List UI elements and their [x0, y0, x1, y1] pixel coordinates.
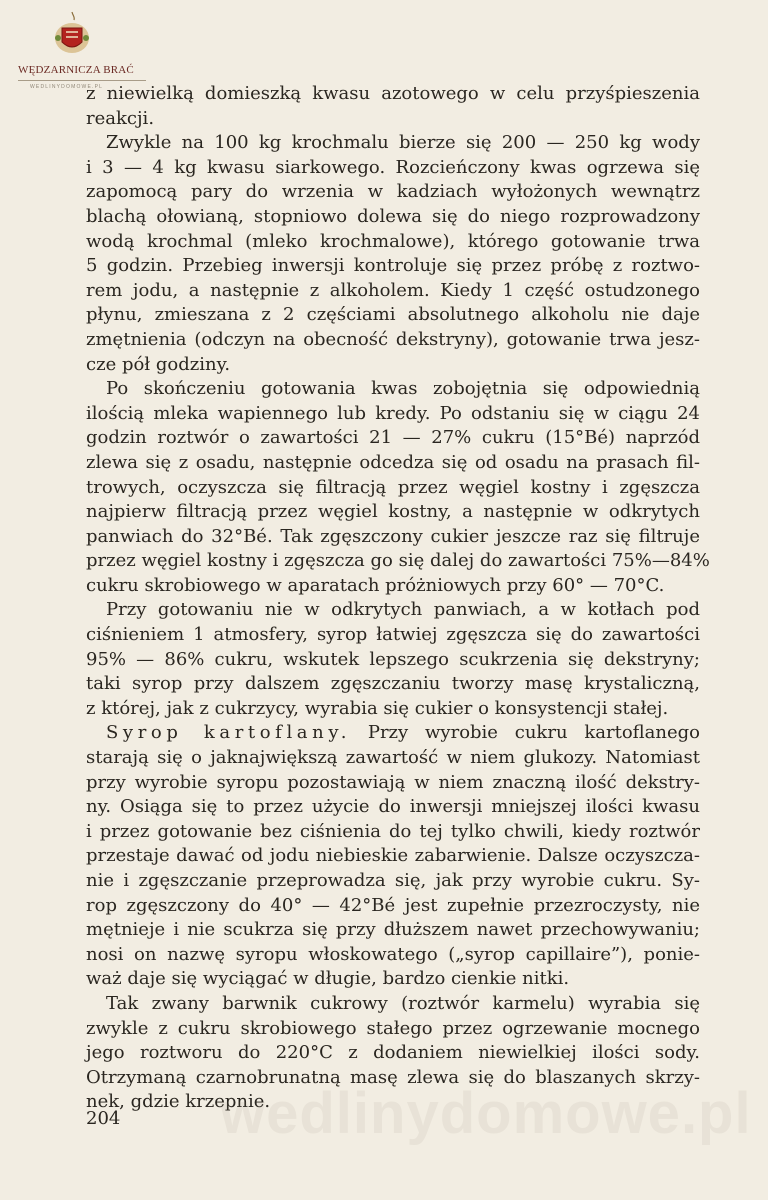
text-line: nie i zgęszczanie przeprowadza się, jak przy wyrobie cukru. Sy-: [86, 870, 700, 891]
text-line: zlewa się z osadu, następnie odcedza się od osadu na prasach fil-: [86, 451, 700, 473]
paragraph-start: [86, 721, 700, 746]
text-line: przestaje dawać od jodu niebieskie zabarwienie. Dalsze oczyszcza-: [86, 845, 700, 867]
text-line: ny. Osiąga się to przez użycie do inwersji mniejszej ilości kwasu: [86, 796, 700, 818]
text-line: wodą krochmal (mleko krochmalowe), którego gotowanie trwa: [86, 230, 700, 252]
text-line: rem jodu, a następnie z alkoholem. Kiedy 1 część ostudzonego: [86, 279, 700, 301]
text-line: z niewielką domieszką kwasu azotowego w celu przyśpieszenia: [86, 83, 700, 104]
text-line: i 3 — 4 kg kwasu siarkowego. Rozcieńczony kwas ogrzewa się: [86, 156, 700, 178]
coat-of-arms-icon: [52, 10, 92, 58]
paragraph-start: Przy gotowaniu nie w odkrytych panwiach, a w kotłach pod: [106, 599, 700, 621]
text-line: przy wyrobie syropu pozostawiają w niem znaczną ilość dekstry-: [86, 771, 700, 793]
page-number: 204: [86, 1108, 121, 1129]
text-line: z której, jak z cukrzycy, wyrabia się cukier o konsystencji stałej.: [86, 697, 669, 719]
text-line: przez węgiel kostny i zgęszcza go się dalej do zawartości 75%—84%: [86, 550, 710, 572]
text-line: ilością mleka wapiennego lub kredy. Po odstaniu się w ciągu 24: [86, 402, 700, 424]
text-line: ciśnieniem 1 atmosfery, syrop łatwiej zgęszcza się do zawartości: [86, 624, 700, 646]
text-line: cze pół godziny.: [86, 353, 231, 375]
page-body: [86, 82, 710, 1115]
text-line: godzin roztwór o zawartości 21 — 27% cukru (15°Bé) naprzód: [86, 427, 700, 449]
text-line: panwiach do 32°Bé. Tak zgęszczony cukier jeszcze raz się filtruje: [86, 525, 700, 547]
text-line: zmętnienia (odczyn na obecność dekstryny), gotowanie trwa jesz-: [86, 328, 700, 350]
text-line: 95% — 86% cukru, wskutek lepszego scukrzenia się dekstryny;: [86, 648, 700, 670]
text-line: i przez gotowanie bez ciśnienia do tej tylko chwili, kiedy roztwór: [86, 820, 700, 842]
text-line: cukru skrobiowego w aparatach próżniowych przy 60° — 70°C.: [86, 574, 665, 596]
brand-subtitle: WEDLINYDOMOWE.PL: [30, 84, 104, 90]
text-line: trowych, oczyszcza się filtracją przez węgiel kostny i zgęszcza: [86, 476, 700, 498]
text-line: 5 godzin. Przebieg inwersji kontroluje się przez próbę z roztwo-: [86, 255, 700, 277]
text-line: starają się o jaknajwiększą zawartość w niem glukozy. Natomiast: [86, 747, 700, 769]
brand-name: WĘDZARNICZA BRAĆ: [18, 64, 134, 76]
text-line: płynu, zmieszana z 2 częściami absolutnego alkoholu nie daje: [86, 304, 700, 326]
text-line: zapomocą pary do wrzenia w kadziach wyłożonych wewnątrz: [86, 181, 700, 203]
paragraph-start: Zwykle na 100 kg krochmalu bierze się 200 — 250 kg wody: [106, 132, 700, 154]
brand-divider: [18, 80, 146, 81]
text-line: nek, gdzie krzepnie.: [86, 1091, 271, 1113]
text-line: blachą ołowianą, stopniowo dolewa się do niego rozprowadzony: [86, 205, 700, 227]
text-line: taki syrop przy dalszem zgęszczaniu tworzy masę krystaliczną,: [86, 673, 700, 695]
watermark: wedlinydomowe.pl: [220, 1081, 752, 1146]
text-line: Otrzymaną czarnobrunatną masę zlewa się do blaszanych skrzy-: [86, 1066, 700, 1088]
text-line: najpierw filtracją przez węgiel kostny, a następnie w odkrytych: [86, 501, 700, 523]
paragraph-start: Tak zwany barwnik cukrowy (roztwór karmelu) wyrabia się: [106, 992, 700, 1014]
paragraph-start: Po skończeniu gotowania kwas zobojętnia się odpowiednią: [106, 378, 700, 400]
text-line: nosi on nazwę syropu włoskowatego („syrop capillaire”), ponie-: [86, 943, 700, 965]
text-line: rop zgęszczony do 40° — 42°Bé jest zupełnie przezroczysty, nie: [86, 894, 700, 916]
text-line: jego roztworu do 220°C z dodaniem niewielkiej ilości sody.: [86, 1042, 700, 1064]
section-heading: Syrop kartoflany.: [106, 722, 352, 744]
text-line: zwykle z cukru skrobiowego stałego przez ogrzewanie mocnego: [86, 1017, 700, 1039]
text-fragment: Przy wyrobie cukru kartoflanego: [367, 722, 700, 744]
text-line: reakcji.: [86, 107, 155, 129]
text-line: mętnieje i nie scukrza się przy dłuższem nawet przechowywaniu;: [86, 919, 700, 941]
text-line: waż daje się wyciągać w długie, bardzo cienkie nitki.: [86, 968, 570, 990]
